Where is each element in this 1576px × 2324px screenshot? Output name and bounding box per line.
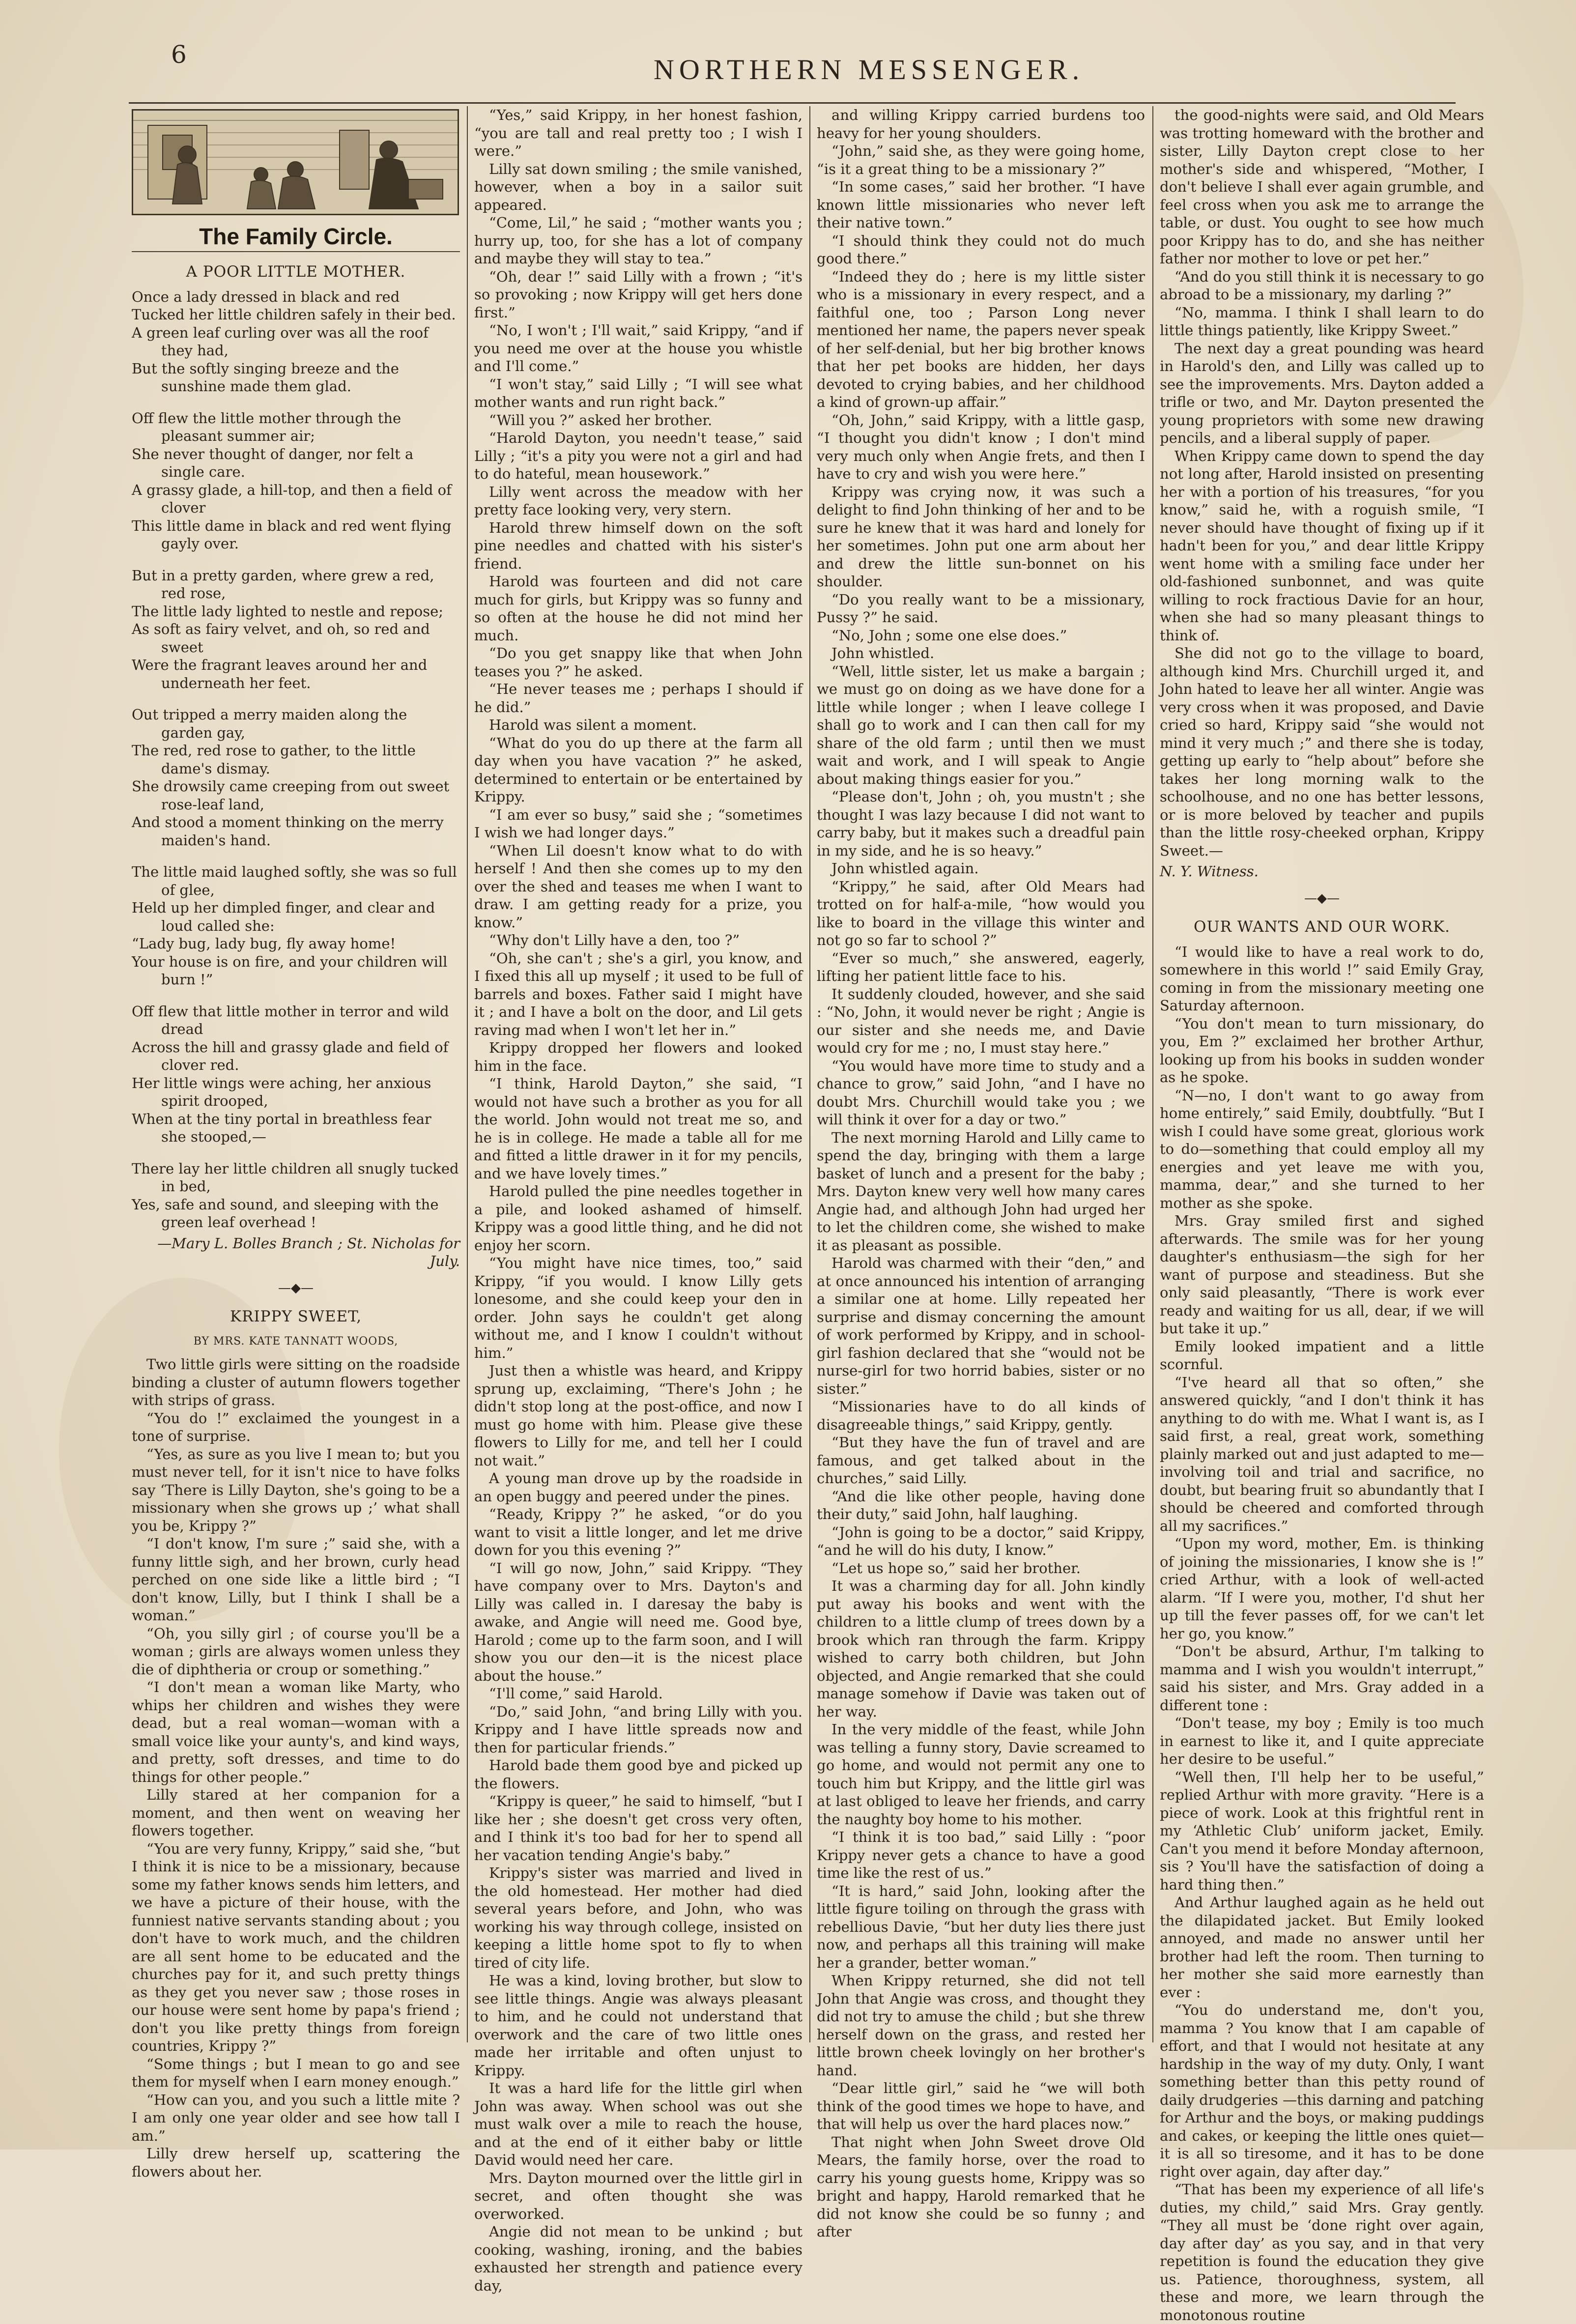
paragraph: “Krippy,” he said, after Old Mears had trotted on for half-a-mile, “how would you like to board in the village this winter and not go so far to school ?” — [817, 878, 1145, 949]
paragraph: That night when John Sweet drove Old Mears, the family horse, over the road to carry his young guests home, Krippy was so bright and happy, Harold remarked that he did not know she could be so funny ; and after — [817, 2133, 1145, 2241]
poem-line: She drowsily came creeping from out sweet rose-leaf land, — [132, 777, 460, 813]
story-column-1-text — [132, 1355, 460, 2181]
paragraph: and willing Krippy carried burdens too heavy for her young shoulders. — [817, 106, 1145, 142]
paragraph: “I should think they could not do much good there.” — [817, 232, 1145, 268]
paragraph: Harold was charmed with their “den,” and at once announced his intention of arranging a similar one at home. Lilly repeated her surprise and dismay concerning the amount of work performed by Krippy, and in school-girl fashion declared that she “would not be nurse-girl for two horrid babies, sister or no sister.” — [817, 1254, 1145, 1398]
paragraph: Harold bade them good bye and picked up the flowers. — [474, 1756, 802, 1792]
paragraph: “Oh, dear !” said Lilly with a frown ; “it's so provoking ; now Krippy will get hers done first.” — [474, 268, 802, 322]
paragraph: “And die like other people, having done their duty,” said John, half laughing. — [817, 1488, 1145, 1523]
paragraph: “What do you do up there at the farm all day when you have vacation ?” he asked, determined to entertain or be entertained by Krippy. — [474, 734, 802, 806]
column-3 — [817, 106, 1145, 2042]
paragraph: “Some things ; but I mean to go and see them for myself when I earn money enough.” — [132, 2055, 460, 2091]
paragraph: “Oh, you silly girl ; of course you'll be a woman ; girls are always women unless they die of diphtheria or croup or something.” — [132, 1625, 460, 1679]
paragraph: Emily looked impatient and a little scornful. — [1160, 1338, 1484, 1374]
paragraph: Krippy's sister was married and lived in the old homestead. Her mother had died several years before, and John, who was working his way through college, insisted on keeping a little home spot to fly to when tired of city life. — [474, 1864, 802, 1972]
paragraph: “I would like to have a real work to do, somewhere in this world !” said Emily Gray, coming in from the missionary meeting one Saturday afternoon. — [1160, 943, 1484, 1015]
paragraph: Mrs. Gray smiled first and sighed afterwards. The smile was for her young daughter's enthusiasm—the sigh for her want of purpose and steadiness. But she only said pleasantly, “There is work ever ready and waiting for us all, dear, if we will but take it up.” — [1160, 1212, 1484, 1338]
poem-line: But in a pretty garden, where grew a red, red rose, — [132, 567, 460, 603]
column-2 — [474, 106, 802, 2042]
paragraph: “You do understand me, don't you, mamma ? You know that I am capable of effort, and that I would not hesitate at any hardship in the way of my duty. Only, I want something better than this petty round of daily drudgeries —this darning and patching for Arthur and the boys, or making puddings and cakes, or keeping the little ones quiet—it is all so tiresome, and it has to be done right over again, day after day.” — [1160, 2001, 1484, 2181]
paragraph: “John is going to be a doctor,” said Krippy, “and he will do his duty, I know.” — [817, 1523, 1145, 1559]
poem-line: The little maid laughed softly, she was so full of glee, — [132, 863, 460, 899]
paragraph: “You are very funny, Krippy,” said she, “but I think it is nice to be a missionary, because some my father knows sends him letters, and we have a picture of their house, with the funniest native servants standing about ; you don't have to work much, and the children are all sent home to be educated and the churches pay for it, and such pretty things as they get you never saw ; those roses in our house were sent home by papa's friend ; don't you like pretty things from foreign countries, Krippy ?” — [132, 1840, 460, 2055]
story-credit: N. Y. Witness. — [1160, 862, 1484, 881]
paragraph: Lilly sat down smiling ; the smile vanished, however, when a boy in a sailor suit appeared. — [474, 160, 802, 214]
poem-line: Were the fragrant leaves around her and underneath her feet. — [132, 656, 460, 692]
paragraph: Just then a whistle was heard, and Krippy sprung up, exclaiming, “There's John ; he didn't stop long at the post-office, and now I must go home with him. Please give these flowers to Lilly for me, and tell her I could not wait.” — [474, 1362, 802, 1469]
poem-line: But the softly singing breeze and the sunshine made them glad. — [132, 360, 460, 396]
paragraph: “You would have more time to study and a chance to grow,” said John, “and I have no doubt Mrs. Churchill would take you ; we will think it over for a day or two.” — [817, 1057, 1145, 1129]
column-divider — [809, 106, 810, 2042]
poem-line: The red, red rose to gather, to the little dame's dismay. — [132, 742, 460, 777]
paragraph: In the very middle of the feast, while John was telling a funny story, Davie screamed to go home, and would not permit any one to touch him but Krippy, and the little girl was at last obliged to leave her friends, and carry the naughty boy home to his mother. — [817, 1721, 1145, 1828]
paragraph: “I am ever so busy,” said she ; “sometimes I wish we had longer days.” — [474, 806, 802, 842]
paragraph: He was a kind, loving brother, but slow to see little things. Angie was always pleasant to him, and he could not understand that overwork and the care of two little ones made her irritable and often unjust to Krippy. — [474, 1972, 802, 2079]
paragraph: “Let us hope so,” said her brother. — [817, 1559, 1145, 1578]
paragraph: “Oh, she can't ; she's a girl, you know, and I fixed this all up myself ; it used to be full of barrels and boxes. Father said I might have it ; and I have a bolt on the door, and Lil gets raving mad when I won't let her in.” — [474, 949, 802, 1039]
poem-line: The little lady lighted to nestle and repose; — [132, 603, 460, 621]
poem-line: There lay her little children all snugly tucked in bed, — [132, 1160, 460, 1196]
paragraph: “I think, Harold Dayton,” she said, “I would not have such a brother as you for all the world. John would not treat me so, and he is in college. He made a table all for me and fitted a little drawer in it for my pencils, and we have lovely times.” — [474, 1075, 802, 1182]
poem-line: Her little wings were aching, her anxious spirit drooped, — [132, 1074, 460, 1110]
paragraph: John whistled. — [817, 644, 1145, 662]
ornament-divider: —◆— — [132, 1279, 460, 1297]
poem-line: Out tripped a merry maiden along the garden gay, — [132, 706, 460, 742]
poem-line: Across the hill and grassy glade and field of clover red. — [132, 1038, 460, 1074]
paragraph: “I will go now, John,” said Krippy. “They have company over to Mrs. Dayton's and Lilly was called in. I daresay the baby is awake, and Angie will need me. Good bye, Harold ; come up to the farm soon, and I will show you our den—it is the nicest place about the house.” — [474, 1559, 802, 1685]
paragraph: “Do,” said John, “and bring Lilly with you. Krippy and I have little spreads now and then for particular friends.” — [474, 1703, 802, 1757]
poem-line: Once a lady dressed in black and red — [132, 288, 460, 306]
paragraph: “Ever so much,” she answered, eagerly, lifting her patient little face to his. — [817, 949, 1145, 985]
paragraph: Lilly went across the meadow with her pretty face looking very, very stern. — [474, 483, 802, 519]
column-divider — [1152, 106, 1153, 2042]
poem-line: Held up her dimpled finger, and clear and loud called she: — [132, 899, 460, 935]
paragraph: It was a charming day for all. John kindly put away his books and went with the children to a little clump of trees down by a brook which ran through the farm. Krippy wished to carry both children, but John objected, and Angie remarked that she could manage somehow if Davie was taken out of her way. — [817, 1577, 1145, 1721]
paragraph: “John,” said she, as they were going home, “is it a great thing to be a missionary ?” — [817, 142, 1145, 178]
paragraph: It was a hard life for the little girl when John was away. When school was out she must walk over a mile to reach the house, and at the end of it either baby or little David would need her care. — [474, 2079, 802, 2169]
paragraph: “Why don't Lilly have a den, too ?” — [474, 931, 802, 949]
poem-body — [132, 288, 460, 1232]
paragraph: “You might have nice times, too,” said Krippy, “if you would. I know Lilly gets lonesome, and she could keep your den in order. John says he couldn't get along without me, and I know I couldn't without him.” — [474, 1254, 802, 1362]
paragraph: And Arthur laughed again as he held out the dilapidated jacket. But Emily looked annoyed, and made no answer until her brother had left the room. Then turning to her mother she said more earnestly than ever : — [1160, 1894, 1484, 2001]
paragraph: “How can you, and you such a little mite ? I am only one year older and see how tall I am.” — [132, 2091, 460, 2145]
paragraph: “No, I won't ; I'll wait,” said Krippy, “and if you need me over at the house you whistle and I'll come.” — [474, 321, 802, 375]
paragraph: “Do you really want to be a missionary, Pussy ?” he said. — [817, 591, 1145, 627]
poem-line: Yes, safe and sound, and sleeping with the green leaf overhead ! — [132, 1196, 460, 1232]
ornament-divider: —◆— — [1160, 889, 1484, 908]
paragraph: “Don't tease, my boy ; Emily is too much in earnest to like it, and I quite appreciate her desire to be useful.” — [1160, 1714, 1484, 1768]
poem-line: This little dame in black and red went flying gayly over. — [132, 517, 460, 553]
paragraph: “Do you get snappy like that when John teases you ?” he asked. — [474, 644, 802, 680]
paragraph: It suddenly clouded, however, and she said : “No, John, it would never be right ; Angie is our sister and she needs me, and Davie would cry for me ; no, I must stay here.” — [817, 985, 1145, 1057]
section-rule — [132, 251, 460, 252]
paragraph: Harold pulled the pine needles together in a pile, and looked ashamed of himself. Krippy was a good little thing, and he did not enjoy her scorn. — [474, 1182, 802, 1254]
poem-line: A grassy glade, a hill-top, and then a field of clover — [132, 481, 460, 517]
paragraph: “I've heard all that so often,” she answered quickly, “and I don't think it has anything to do with me. What I want is, as I said first, a real, great work, something plainly marked out and just adapted to me—involving toil and trial and sacrifice, no doubt, but bearing fruit so abundantly that I should be cheered and comforted through all my sacrifices.” — [1160, 1374, 1484, 1535]
section-title: The Family Circle. — [132, 228, 460, 246]
paragraph: “In some cases,” said her brother. “I have known little missionaries who never left their native town.” — [817, 178, 1145, 232]
header-rule — [129, 102, 1456, 104]
paragraph: “Ready, Krippy ?” he asked, “or do you want to visit a little longer, and let me drive down for you this evening ?” — [474, 1505, 802, 1559]
poem-line: Off flew the little mother through the pleasant summer air; — [132, 409, 460, 445]
paragraph: Harold threw himself down on the soft pine needles and chatted with his sister's friend. — [474, 519, 802, 573]
paragraph: Harold was fourteen and did not care much for girls, but Krippy was so funny and so often at the house he did not mind her much. — [474, 573, 802, 644]
paragraph: “Well then, I'll help her to be useful,” replied Arthur with more gravity. “Here is a piece of work. Look at this frightful rent in my ‘Athletic Club’ uniform jacket, Emily. Can't you mend it before Monday afternoon, sis ? You'll have the satisfaction of doing a hard thing then.” — [1160, 1768, 1484, 1894]
paragraph: “I don't know, I'm sure ;” said she, with a funny little sigh, and her brown, curly head perched on one side like a little bird ; “I don't know, Lilly, but I think I shall be a woman.” — [132, 1535, 460, 1625]
paragraph: “Oh, John,” said Krippy, with a little gasp, “I thought you didn't know ; I don't mind very much only when Angie frets, and then I have to cry and wish you were here.” — [817, 411, 1145, 483]
paragraph: “Please don't, John ; oh, you mustn't ; she thought I was lazy because I did not want to carry baby, but it makes such a dreadful pain in my side, and he is so heavy.” — [817, 788, 1145, 860]
paragraph: the good-nights were said, and Old Mears was trotting homeward with the brother and sister, Lilly Dayton crept close to her mother's side and whispered, “Mother, I don't believe I shall ever again grumble, and feel cross when you ask me to arrange the table, or dust. You ought to see how much poor Krippy has to do, and she has neither father nor mother to love or pet her.” — [1160, 106, 1484, 268]
story-column-4-text — [1160, 106, 1484, 860]
paragraph: “Will you ?” asked her brother. — [474, 411, 802, 430]
page-number: 6 — [171, 40, 187, 69]
article-title: OUR WANTS AND OUR WORK. — [1160, 918, 1484, 936]
paragraph: “And do you still think it is necessary to go abroad to be a missionary, my darling ?” — [1160, 268, 1484, 304]
poem-title: A POOR LITTLE MOTHER. — [132, 263, 460, 281]
poem-credit: —Mary L. Bolles Branch ; St. Nicholas for July. — [132, 1234, 460, 1270]
paragraph: “When Lil doesn't know what to do with herself ! And then she comes up to my den over the shed and teases me when I want to draw. I am getting ready for a prize, you know.” — [474, 842, 802, 932]
column-1 — [132, 106, 460, 2042]
story-column-2-text — [474, 106, 802, 2295]
paragraph: When Krippy came down to spend the day not long after, Harold insisted on presenting her with a portion of his treasures, “for you know,” said he, with a roguish smile, “I never should have thought of fixing up if it hadn't been for you,” and dear little Krippy went home with a smiling face under her old-fashioned sunbonnet, and was quite willing to rock fractious Davie for an hour, when she had so many pleasant things to think of. — [1160, 447, 1484, 645]
poem-line: Tucked her little children safely in their bed. — [132, 306, 460, 324]
poem-line: And stood a moment thinking on the merry maiden's hand. — [132, 813, 460, 849]
paragraph: Lilly stared at her companion for a moment, and then went on weaving her flowers together. — [132, 1786, 460, 1840]
paragraph: “Harold Dayton, you needn't tease,” said Lilly ; “it's a pity you were not a girl and had to do hateful, mean housework.” — [474, 429, 802, 483]
paragraph: “Yes, as sure as you live I mean to; but you must never tell, for it isn't nice to have folks say ‘There is Lilly Dayton, she's going to be a missionary when she grows up ;’ what shall you be, Krippy ?” — [132, 1445, 460, 1535]
story-title: KRIPPY SWEET, — [132, 1308, 460, 1326]
poem-line: A green leaf curling over was all the roof they had, — [132, 324, 460, 360]
paragraph: “Indeed they do ; here is my little sister who is a missionary in every respect, and a faithful one, too ; Parson Long never mentioned her name, the papers never speak of her self-denial, but her big brother knows that her pet books are hidden, her days devoted to crying babies, and her childhood a kind of grown-up affair.” — [817, 268, 1145, 411]
column-divider — [467, 106, 468, 2042]
poem-line: When at the tiny portal in breathless fear she stooped,— — [132, 1110, 460, 1146]
poem-line: As soft as fairy velvet, and oh, so red and sweet — [132, 620, 460, 656]
article-text — [1160, 943, 1484, 2324]
masthead: NORTHERN MESSENGER. — [654, 53, 1084, 86]
paragraph: “I'll come,” said Harold. — [474, 1685, 802, 1703]
paragraph: “It is hard,” said John, looking after the little figure toiling on through the grass with rebellious Davie, “but her duty lies there just now, and perhaps all this training will make her a grander, better woman.” — [817, 1882, 1145, 1972]
paragraph: Lilly drew herself up, scattering the flowers about her. — [132, 2145, 460, 2181]
paragraph: Krippy dropped her flowers and looked him in the face. — [474, 1039, 802, 1075]
paragraph: “He never teases me ; perhaps I should if he did.” — [474, 680, 802, 716]
paragraph: “Upon my word, mother, Em. is thinking of joining the missionaries, I know she is !” cried Arthur, with a look of well-acted alarm. “If I were you, mother, I'd shut her up till the fever passes off, for we can't let her go, you know.” — [1160, 1535, 1484, 1642]
poem-line: Off flew that little mother in terror and wild dread — [132, 1003, 460, 1038]
paragraph: “No, mamma. I think I shall learn to do little things patiently, like Krippy Sweet.” — [1160, 304, 1484, 340]
paragraph: “No, John ; some one else does.” — [817, 627, 1145, 645]
paragraph: “That has been my experience of all life's duties, my child,” said Mrs. Gray gently. “They all must be ‘done right over again, day after day’ as you say, and in that very repetition is found the education they give us. Patience, thoroughness, system, all these and more, we learn through the monotonous routine — [1160, 2181, 1484, 2324]
column-4 — [1160, 106, 1484, 2042]
poem-line: “Lady bug, lady bug, fly away home! — [132, 935, 460, 953]
paragraph: When Krippy returned, she did not tell John that Angie was cross, and thought they did not try to amuse the child ; but she threw herself down on the grass, and rested her little brown cheek lovingly on her brother's hand. — [817, 1972, 1145, 2079]
paragraph: “I won't stay,” said Lilly ; “I will see what mother wants and run right back.” — [474, 375, 802, 411]
paragraph: She did not go to the village to board, although kind Mrs. Churchill urged it, and John hated to leave her all winter. Angie was very cross when it was proposed, and Davie cried so hard, Krippy said “she would not mind it very much ;” and there she is today, getting up early to “help about” before she takes her long morning walk to the schoolhouse, and no one has better lessons, or is more beloved by teacher and pupils than the little rosy-cheeked orphan, Krippy Sweet.— — [1160, 644, 1484, 860]
paragraph: Mrs. Dayton mourned over the little girl in secret, and often thought she was overworked. — [474, 2169, 802, 2223]
paragraph: Krippy was crying now, it was such a delight to find John thinking of her and to be sure he knew that it was hard and lonely for her sometimes. John put one arm about her and drew the little sun-bonnet on his shoulder. — [817, 483, 1145, 591]
paragraph: “N—no, I don't want to go away from home entirely,” said Emily, doubtfully. “But I wish I could have some great, glorious work to do—something that could employ all my energies and yet leave me with you, mamma, dear,” and she turned to her mother as she spoke. — [1160, 1087, 1484, 1212]
paragraph: Two little girls were sitting on the roadside binding a cluster of autumn flowers together with strips of grass. — [132, 1355, 460, 1409]
paragraph: John whistled again. — [817, 860, 1145, 878]
poem-line: She never thought of danger, nor felt a single care. — [132, 445, 460, 481]
paragraph: “I don't mean a woman like Marty, who whips her children and wishes they were dead, but a real woman—woman with a small voice like your aunty's, and kind ways, and pretty, soft dresses, and time to do things for other people.” — [132, 1678, 460, 1786]
paragraph: Harold was silent a moment. — [474, 716, 802, 734]
paragraph: “I think it is too bad,” said Lilly : “poor Krippy never gets a chance to have a good time like the rest of us.” — [817, 1828, 1145, 1882]
paragraph: “Krippy is queer,” he said to himself, “but I like her ; she doesn't get cross very often, and I think it's too bad for her to spend all her vacation tending Angie's baby.” — [474, 1792, 802, 1864]
paragraph: “Missionaries have to do all kinds of disagreeable things,” said Krippy, gently. — [817, 1398, 1145, 1434]
paragraph: “Don't be absurd, Arthur, I'm talking to mamma and I wish you wouldn't interrupt,” said his sister, and Mrs. Gray added in a different tone : — [1160, 1642, 1484, 1714]
paragraph: “Dear little girl,” said he “we will both think of the good times we hope to have, and that will help us over the hard places now.” — [817, 2079, 1145, 2133]
paragraph: The next morning Harold and Lilly came to spend the day, bringing with them a large basket of lunch and a present for the baby ; Mrs. Dayton knew very well how many cares Angie had, and although John had urged her to let the children come, she wished to make it as pleasant as possible. — [817, 1129, 1145, 1255]
paragraph: Angie did not mean to be unkind ; but cooking, washing, ironing, and the babies exhausted her strength and patience every day, — [474, 2223, 802, 2295]
family-circle-engraving — [132, 109, 459, 215]
story-column-3-text — [817, 106, 1145, 2241]
paragraph: “Well, little sister, let us make a bargain ; we must go on doing as we have done for a little while longer ; when I leave college I shall go to work and I can then call for my share of the old farm ; until then we must wait and work, and I will speak to Angie about making things easier for you.” — [817, 662, 1145, 788]
story-byline: BY MRS. KATE TANNATT WOODS, — [132, 1333, 460, 1351]
paragraph: “Come, Lil,” he said ; “mother wants you ; hurry up, too, for she has a lot of company and maybe they will stay to tea.” — [474, 214, 802, 268]
paragraph: “Yes,” said Krippy, in her honest fashion, “you are tall and real pretty too ; I wish I were.” — [474, 106, 802, 160]
paragraph: A young man drove up by the roadside in an open buggy and peered under the pines. — [474, 1469, 802, 1505]
paragraph: “You do !” exclaimed the youngest in a tone of surprise. — [132, 1409, 460, 1445]
paragraph: “You don't mean to turn missionary, do you, Em ?” exclaimed her brother Arthur, looking up from his books in sudden wonder as he spoke. — [1160, 1015, 1484, 1087]
poem-line: Your house is on fire, and your children will burn !” — [132, 953, 460, 989]
paragraph: “But they have the fun of travel and are famous, and get talked about in the churches,” said Lilly. — [817, 1434, 1145, 1488]
paragraph: The next day a great pounding was heard in Harold's den, and Lilly was called up to see the improvements. Mrs. Dayton added a trifle or two, and Mr. Dayton presented the young proprietors with some new drawing pencils, and a liberal supply of paper. — [1160, 340, 1484, 447]
